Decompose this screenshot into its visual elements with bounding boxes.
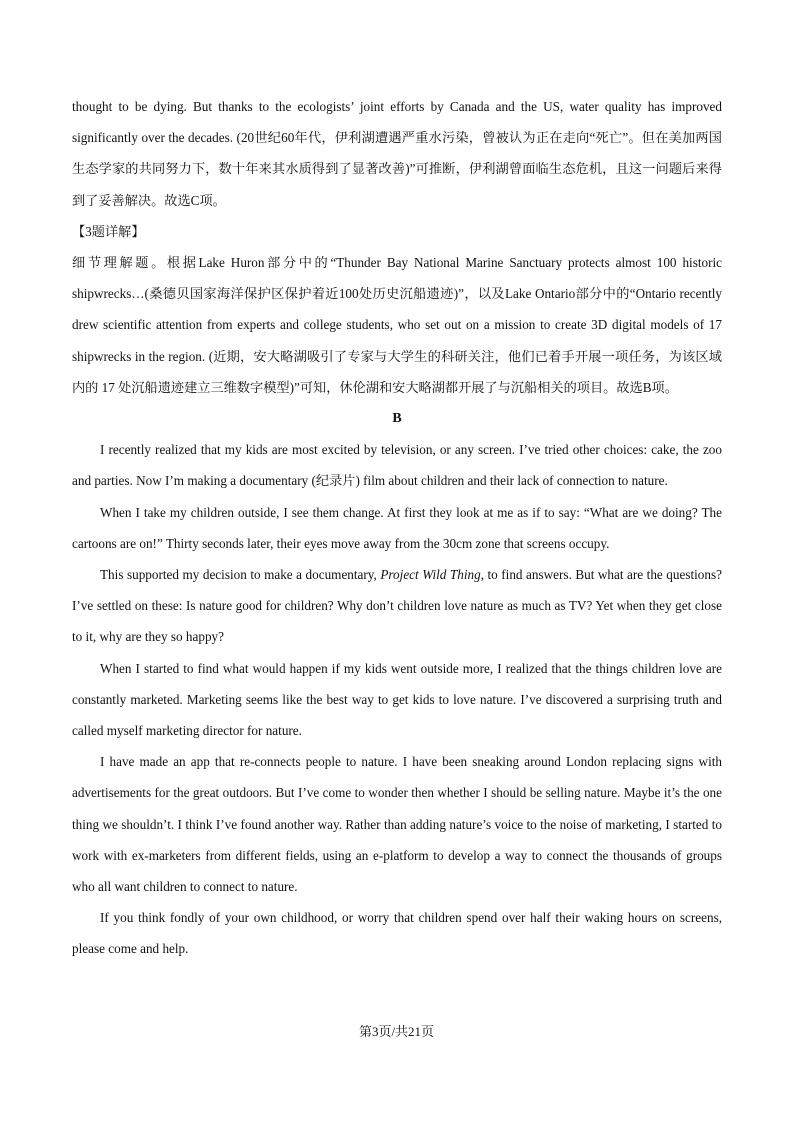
question-3-analysis: 细节理解题。根据Lake Huron部分中的“Thunder Bay National Marine Sanctuary protects almost 100 historic shipwrecks…(桑德贝国家海洋保护区保护着近100处历史沉船遗迹)”，以及Lake Ontario部分中的“Ontario recently drew scientific attention from experts and college students, who set out on a mission to create 3D digital models of 17 shipwrecks in the region. (近期，安大略湖吸引了专家与大学生的科研关注，他们已着手开展一项任务，为该区域内的 17 处沉船遗迹建立三维数字模型)”可知，休伦湖和安大略湖都开展了与沉船相关的项目。故选B项。 <box>72 255 722 395</box>
page-number-footer: 第3页/共21页 <box>358 1024 435 1039</box>
passage-b-paragraph-1: I recently realized that my kids are most excited by television, or any screen. I’ve tried other choices: cake, the zoo and parties. Now I’m making a documentary (纪录片) film about children and their lack of connection to nature. <box>72 442 722 489</box>
paragraph-3-text-before: This supported my decision to make a documentary, <box>100 567 381 583</box>
question-3-detail-tag: 【3题详解】 <box>72 223 145 239</box>
documentary-title: Project Wild Thing <box>380 567 481 583</box>
passage-b-paragraph-3 <box>72 559 722 653</box>
passage-b-paragraph-4: When I started to find what would happen if my kids went outside more, I realized that the things children love are constantly marketed. Marketing seems like the best way to get kids to love nature. I’ve discovered a surprising truth and called myself marketing director for nature. <box>72 660 722 739</box>
analysis-paragraph-continued: thought to be dying. But thanks to the ecologists’ joint efforts by Canada and the US, water quality has improved significantly over the decades. (20世纪60年代，伊利湖遭遇严重水污染，曾被认为正在走向“死亡”。但在美加两国生态学家的共同努力下，数十年来其水质得到了显著改善)”可推断，伊利湖曾面临生态危机，且这一问题后来得到了妥善解决。故选C项。 <box>72 99 722 208</box>
paragraph-3-text-after: , to find answers. But what are the questions? I’ve settled on these: Is nature good for children? Why don’t children love nature as much as TV? Yet when they get close to it, why are they so happy? <box>72 567 722 645</box>
passage-b-paragraph-6: If you think fondly of your own childhood, or worry that children spend over half their waking hours on screens, please come and help. <box>72 910 722 957</box>
passage-b-paragraph-5: I have made an app that re-connects people to nature. I have been sneaking around London replacing signs with advertisements for the great outdoors. But I’ve come to wonder then whether I should be selling nature. Maybe it’s the one thing we shouldn’t. I think I’ve found another way. Rather than adding nature’s voice to the noise of marketing, I started to work with ex-marketers from different fields, using an e-platform to develop a way to connect the thousands of groups who all want children to connect to nature. <box>72 754 722 895</box>
passage-b-heading: B <box>392 411 402 427</box>
passage-b-paragraph-2: When I take my children outside, I see them change. At first they look at me as if to say: “What are we doing? The cartoons are on!” Thirty seconds later, their eyes move away from the 30cm zone that screens occupy. <box>72 504 722 551</box>
document-page <box>72 91 722 965</box>
